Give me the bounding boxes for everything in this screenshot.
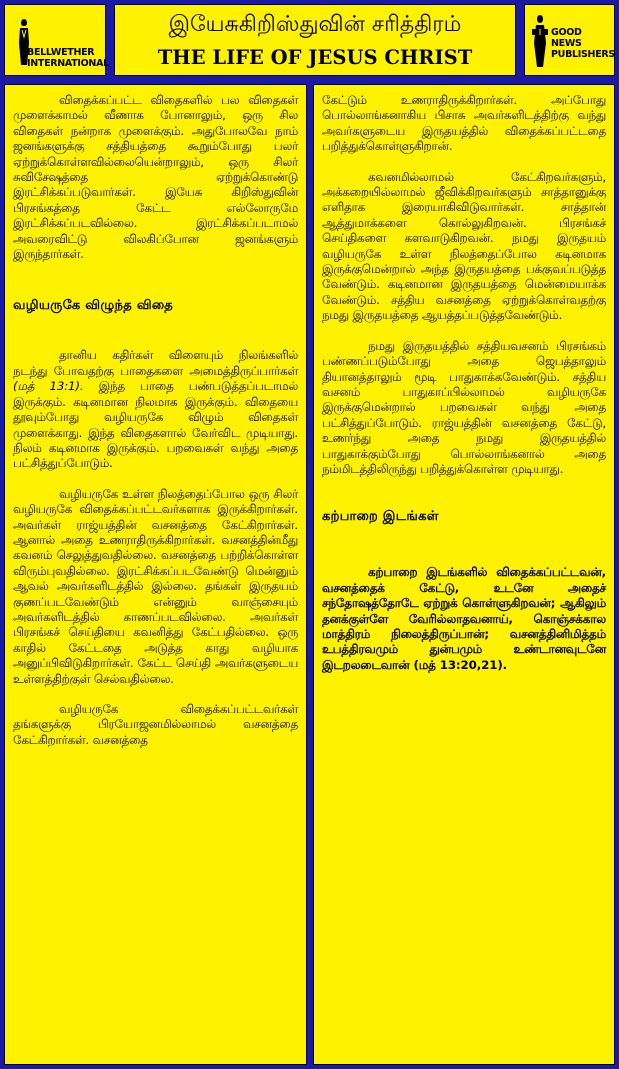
guard-heart-paragraph: நமது இருதயத்தில் சத்தியவசனம் பிரசங்கம் பண்ணப்படும்போது அதை ஜெபத்தாலும் தியானத்தாலும் மூடி பாதுகாக்கவேண்டும். சத்திய வசனம் பாதுகாப்பில்லாமல் வழியருகே இருக்குமென்றால் பறவைகள் வந்து அதை பட்சித்துப்போடும். ராஜ்யத்தின் வசனத்தை கேட்டு, உணர்ந்து அதை நமது இருதயத்தில் பாதுகாக்கும்போது பொல்லாங்கனால் அதை நம்மிடத்திலிருந்து பறித்துக்கொள்ள முடியாது. [322, 338, 606, 476]
wayside-paragraph-1-text-b: இந்த பாதை பண்படுத்தப்படாமல் இருக்கும். கடினமான நிலமாக இருக்கும். விதையை தூவும்போது வழியருகே விழும் விதைகள் முளைக்காது. இந்த விதைகளால் வேர்விட முடியாது. நிலம் கடினமாக இருக்கும். பறவைகள் வந்து அதை பட்சித்துப்போடும். [13, 379, 298, 471]
title-banner [114, 4, 516, 76]
logo-left-line2: INTERNATIONAL [27, 58, 109, 69]
section-heading-wayside: வழியருகே விழுந்த விதை [13, 298, 173, 314]
scripture-reference: (மத் 13:1). [13, 379, 84, 394]
logo-right-line1: GOOD NEWS [551, 27, 582, 49]
logo-right-line2: PUBLISHERS [551, 49, 615, 60]
page-title-english: THE LIFE OF JESUS CHRIST [157, 46, 473, 69]
wayside-paragraph-1 [13, 348, 298, 471]
wayside-paragraph-2: வழியருகே உள்ள நிலத்தைப்போல ஒரு சிலர் வழியருகே விதைக்கப்பட்டவர்களாக இருக்கிறார்கள். அவர்கள் ராஜ்யத்தின் வசனத்தை கேட்கிறார்கள். ஆனால் அதை உணராதிருக்கிறார்கள். வசனத்தின்மீது கவனம் செலுத்துவதில்லை. வசனத்தை பற்றிக்கொள்ள விரும்புவதில்லை. இரட்சிக்கப்படவேண்டு மென்னும் ஆவல் அவர்களிடத்தில் இல்லை. தங்கள் இருதயம் குணப்படவேண்டும் என்னும் வாஞ்சையும் அவர்களிடத்தில் காணப்படவில்லை. அவர்கள் பிரசங்கச் செய்தியை கவனித்து கேட்பதில்லை. ஒரு காதில் கேட்டதை அடுத்த காது வழியாக அனுப்பிவிடுகிறார்கள். கேட்ட செய்தி அவர்களுடைய உள்ளத்திற்குள் செல்வதில்லை. [13, 486, 298, 686]
left-column [4, 84, 307, 1065]
reading-figure-icon [531, 13, 549, 69]
careless-hearers-paragraph: கவனமில்லாமல் கேட்கிறவர்களும், அக்கறையில்லாமல் ஜீவிக்கிறவர்களும் சாத்தானுக்கு எளிதாக இரையாகிவிடுவார்கள். சாத்தான் ஆத்துமாக்களை கொல்லுகிறவன். பிரசங்கச் செய்திகளை களவாடுகிறவன். நமது இருதயம் வழியருகே உள்ள நிலத்தைப்போல கடினமாக இருக்குமென்றால் அந்த இருதயத்தை பக்குவப்படுத்த வேண்டும். கடினமான இருதயத்தை மென்மையாக்க வேண்டும். சத்திய வசனத்தை ஏற்றுக்கொள்வதற்கு நமது இருதயத்தை ஆயத்தப்படுத்தவேண்டும். [322, 169, 606, 323]
right-column [313, 84, 615, 1065]
section-heading-rocky: கற்பாறை இடங்கள் [322, 509, 439, 525]
bellwether-logo [4, 4, 109, 76]
page-title-tamil: இயேசுகிறிஸ்துவின் சரித்திரம் [168, 12, 462, 37]
rocky-places-quote: கற்பாறை இடங்களில் விதைக்கப்பட்டவன், வசனத்தைக் கேட்டு, உடனே அதைச் சந்தோஷத்தோடே ஏற்றுக் கொள்ளுகிறவன்; ஆகிலும் தனக்குள்ளே வேரில்லாதவனாய், கொஞ்சக்கால மாத்திரம் நிலைத்திருப்பான்; வசனத்தினிமித்தம் உபத்திரவமும் துன்பமும் உண்டானவுடனே இடறலடைவான் (மத் 13:20,21). [322, 565, 606, 672]
logo-left-line1: BELLWETHER [27, 47, 95, 58]
continued-paragraph: கேட்டும் உணராதிருக்கிறார்கள். அப்போது பொல்லாங்கனாகிய பிசாசு அவர்களிடத்திற்கு வந்து அவர்களுடைய இருதயத்தில் விதைக்கப்பட்டதை பறித்துக்கொள்ளுகிறான். [322, 93, 606, 154]
good-news-logo [524, 4, 615, 76]
wayside-paragraph-1-text-a: தானிய கதிர்கள் விளையும் நிலங்களில் நடந்து போவதற்கு பாதைகளை அமைத்திருப்பார்கள் [13, 348, 298, 378]
wayside-paragraph-3: வழியருகே விதைக்கப்பட்டவர்கள் தங்களுக்கு பிரயோஜனமில்லாமல் வசனத்தை கேட்கிறார்கள். வசனத்தை [13, 702, 298, 747]
intro-paragraph: விதைக்கப்பட்ட விதைகளில் பல விதைகள் முளைக்காமல் வீணாக போனாலும், ஒரு சில விதைகள் நன்றாக முளைக்கும். அதுபோலவே நாம் ஜனங்களுக்கு சத்தியத்தை கூறும்போது பலர் ஏற்றுக்கொள்ளவில்லையென்றாலும், ஒரு சிலர் சுவிசேஷத்தை ஏற்றுக்கொண்டு இரட்சிக்கப்படுவார்கள். இயேசு கிறிஸ்துவின் பிரசங்கத்தை கேட்ட எல்லோருமே இரட்சிக்கப்படவில்லை. இரட்சிக்கப்படாமல் அவரைவிட்டு விலகிப்போன ஜனங்களும் இருந்தார்கள். [13, 93, 298, 262]
